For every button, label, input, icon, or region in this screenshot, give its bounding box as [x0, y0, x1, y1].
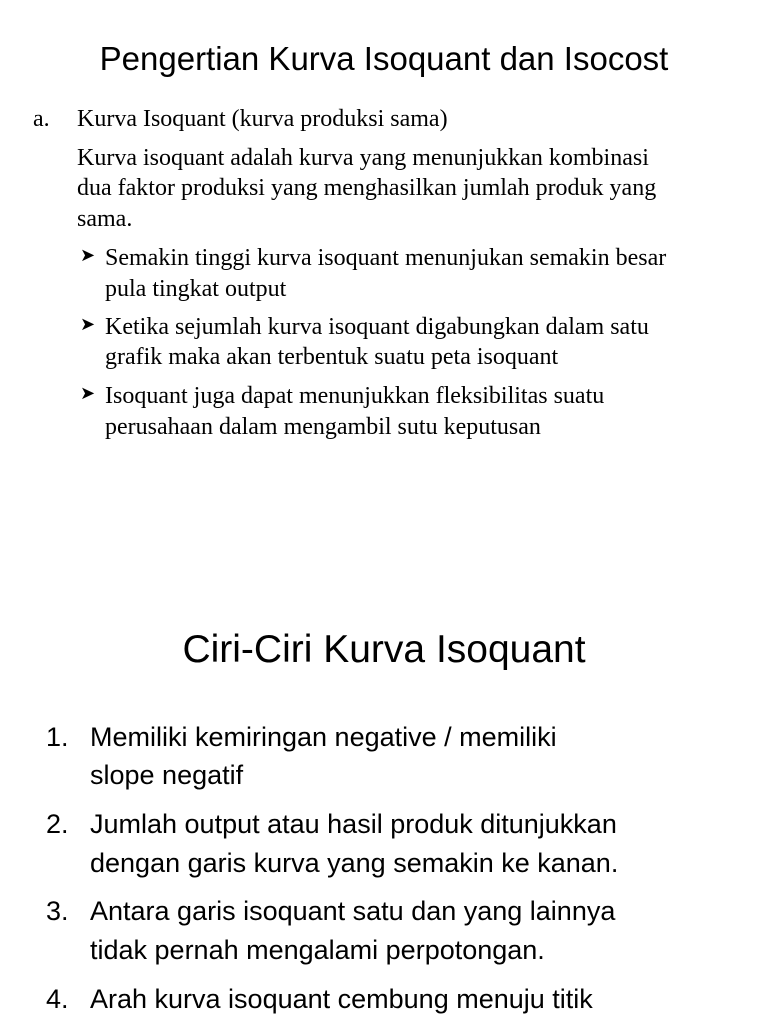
list-item-line: Arah kurva isoquant cembung menuju titik: [90, 984, 593, 1014]
definition-line: dua faktor produksi yang menghasilkan jumlah produk yang: [77, 175, 657, 201]
list-number: 4.: [46, 984, 69, 1014]
definition-line: Kurva isoquant adalah kurva yang menunjukkan kombinasi: [77, 145, 649, 171]
list-number: 3.: [46, 896, 69, 926]
list-item-line: dengan garis kurva yang semakin ke kanan.: [90, 848, 619, 878]
bullet-line: Semakin tinggi kurva isoquant menunjukan semakin besar: [105, 245, 667, 271]
list-number: 2.: [46, 809, 69, 839]
list-item-line: tidak pernah mengalami perpotongan.: [90, 935, 545, 965]
list-item-line: Antara garis isoquant satu dan yang lainnya: [90, 896, 616, 926]
arrowhead-bullet-icon: ➤: [80, 314, 96, 335]
slide-title: Ciri-Ciri Kurva Isoquant: [182, 628, 586, 671]
list-number: 1.: [46, 722, 69, 752]
list-item-line: slope negatif: [90, 760, 244, 790]
bullet-line: perusahaan dalam mengambil sutu keputusan: [105, 414, 541, 440]
bullet-line: pula tingkat output: [105, 276, 287, 302]
list-item-line: Memiliki kemiringan negative / memiliki: [90, 722, 557, 752]
arrowhead-bullet-icon: ➤: [80, 383, 96, 404]
item-marker: a.: [33, 106, 50, 132]
bullet-line: grafik maka akan terbentuk suatu peta isoquant: [105, 344, 559, 370]
item-heading: Kurva Isoquant (kurva produksi sama): [77, 106, 448, 132]
bullet-line: Ketika sejumlah kurva isoquant digabungkan dalam satu: [105, 314, 649, 340]
definition-line: sama.: [77, 206, 133, 232]
list-item-line: Jumlah output atau hasil produk ditunjukkan: [90, 809, 617, 839]
bullet-line: Isoquant juga dapat menunjukkan fleksibilitas suatu: [105, 383, 605, 409]
slide-title: Pengertian Kurva Isoquant dan Isocost: [99, 40, 669, 77]
arrowhead-bullet-icon: ➤: [80, 245, 96, 266]
